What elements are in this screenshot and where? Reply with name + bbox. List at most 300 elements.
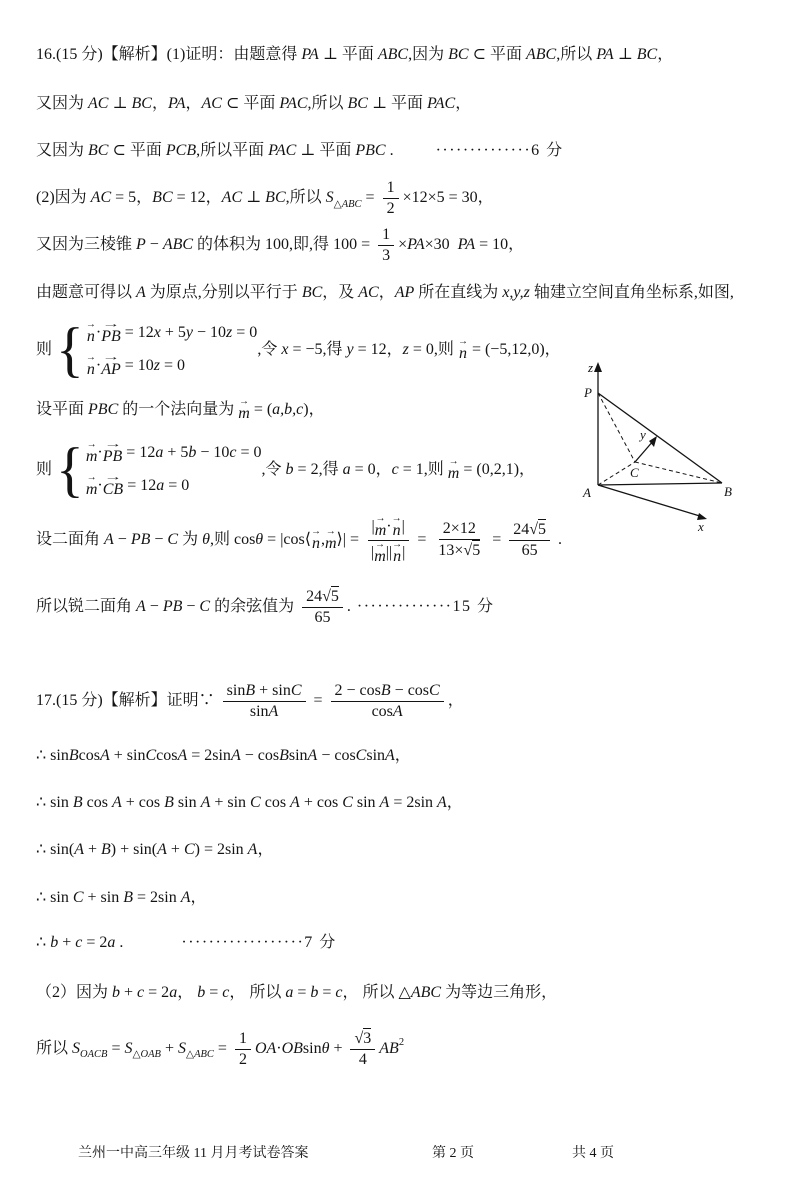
seg-f: = 1 xyxy=(398,460,424,478)
seg-m: C xyxy=(250,794,261,811)
figure-tetrahedron-pabc xyxy=(578,356,743,536)
q16-line-proof-3 xyxy=(36,141,564,162)
seg-frac xyxy=(367,515,409,566)
fraction-numerator xyxy=(235,1029,251,1050)
seg-m: A xyxy=(99,747,110,764)
seg-m: A xyxy=(180,889,191,906)
seg-f: = 2sin xyxy=(187,747,231,764)
seg-f: . xyxy=(115,934,124,951)
seg-cn: ， xyxy=(136,189,153,207)
seg-cn: 平面 xyxy=(391,95,428,112)
vector-arrow-icon: → xyxy=(85,352,96,363)
seg-f: cos xyxy=(156,747,178,764)
seg-f: = 0 xyxy=(232,324,258,342)
seg-f: + sin xyxy=(83,889,124,906)
fraction-denominator xyxy=(368,702,407,722)
label-z-axis: z xyxy=(588,360,594,375)
vector-arrow-icon: → xyxy=(103,439,122,451)
seg-m: OB xyxy=(281,1039,303,1057)
seg-f: = 12 xyxy=(123,477,157,494)
seg-frac xyxy=(223,681,306,722)
seg-m: A xyxy=(104,530,114,548)
seg-f: + 5 xyxy=(160,324,186,342)
seg-cn: ， xyxy=(544,340,561,358)
seg-m: y xyxy=(185,324,194,342)
seg-f: + sin xyxy=(255,682,291,699)
seg-m: A xyxy=(268,703,279,720)
system-brace: { xyxy=(56,435,84,504)
system-row xyxy=(86,441,262,466)
seg-cn: ,则 xyxy=(423,460,448,478)
vector-arrow-icon: → xyxy=(101,352,120,363)
seg-m: C xyxy=(429,682,440,699)
seg-cn: 又因为三棱锥 xyxy=(36,236,137,254)
seg-f: = xyxy=(213,1039,231,1057)
seg-f: = 2 xyxy=(144,984,170,1001)
seg-cn: ， xyxy=(519,460,536,478)
seg-cn: ， xyxy=(447,692,464,710)
seg-f: − cos xyxy=(317,747,356,764)
seg-m: A xyxy=(200,794,211,811)
seg-sub: △OAB xyxy=(132,1049,161,1061)
seg-f: = xyxy=(309,692,327,710)
fraction-numerator xyxy=(509,519,550,541)
seg-f: sin xyxy=(302,1039,322,1057)
vector-letters: n xyxy=(392,522,401,539)
seg-vec xyxy=(103,474,123,499)
q17-line-step-2 xyxy=(36,793,463,814)
seg-cn: 平面 xyxy=(319,142,356,159)
vector-arrow-icon: → xyxy=(325,525,336,537)
seg-m: OA xyxy=(254,1039,277,1057)
q16-line-area xyxy=(36,178,494,219)
seg-f: ⟩| = xyxy=(336,530,363,548)
label-y-axis: y xyxy=(640,427,646,442)
seg-cn: 由题意可得以 xyxy=(36,284,137,301)
seg-m: AC xyxy=(201,95,222,112)
seg-m: S xyxy=(178,1039,186,1057)
seg-m: x xyxy=(281,340,289,358)
seg-f: = (0,2,1) xyxy=(459,460,520,478)
seg-m: c xyxy=(391,460,399,478)
seg-f: · xyxy=(95,357,102,374)
seg-m: ABC xyxy=(377,46,409,63)
seg-m: S xyxy=(124,1039,133,1057)
seg-cn: ， xyxy=(446,794,463,811)
seg-f: sin xyxy=(366,747,386,764)
vector-letters: PB xyxy=(101,328,121,346)
seg-f: = −5 xyxy=(288,340,323,358)
seg-f: ⊥ xyxy=(108,95,132,112)
seg-cn: (2)因为 xyxy=(36,189,91,207)
seg-f: + sin xyxy=(109,747,146,764)
seg-f: . xyxy=(385,142,394,159)
seg-f: sin xyxy=(226,682,246,699)
seg-cn: 为原点,分别以平行于 xyxy=(145,284,302,301)
edge-cb-dashed xyxy=(635,462,722,483)
seg-cn: 的余弦值为 xyxy=(210,597,299,615)
seg-f: ∴ sin xyxy=(36,794,73,811)
seg-m: C xyxy=(183,841,195,858)
seg-sub: △ABC xyxy=(333,198,362,210)
seg-frac xyxy=(331,681,444,722)
seg-f: + cos xyxy=(299,794,343,811)
q16-line-normal-m xyxy=(36,398,325,423)
seg-m: A xyxy=(136,284,146,301)
seg-cn: ，及 xyxy=(322,284,359,301)
seg-f: 2 − cos xyxy=(334,682,381,699)
seg-f: + cos xyxy=(121,794,165,811)
vector-letters: m xyxy=(85,481,98,498)
seg-cn: 则 xyxy=(36,460,57,478)
vector-letters: m xyxy=(85,448,98,466)
seg-m: B xyxy=(123,889,134,906)
vector-letters: n xyxy=(86,328,95,346)
seg-m: θ xyxy=(321,1039,330,1057)
seg-f: − 10 xyxy=(193,324,227,342)
seg-f: sin xyxy=(249,703,269,720)
seg-m: a xyxy=(107,934,116,951)
seg-m: z xyxy=(402,340,409,358)
seg-m: b xyxy=(197,984,206,1001)
seg-cn: ,则 xyxy=(209,530,234,548)
fraction-numerator xyxy=(302,586,343,608)
seg-vec xyxy=(86,441,98,466)
fraction-denominator xyxy=(378,246,394,266)
seg-f: = ( xyxy=(249,401,273,418)
seg-m: A xyxy=(230,747,241,764)
seg-vec xyxy=(375,515,387,540)
seg-f: ) xyxy=(303,401,309,418)
seg-m: C xyxy=(355,747,367,764)
seg-m: c xyxy=(75,934,83,951)
vector-arrow-icon: → xyxy=(457,335,468,347)
seg-cn: ,得 xyxy=(322,340,347,358)
seg-f: = 10 xyxy=(475,236,509,254)
seg-cn: ,则 xyxy=(433,340,458,358)
seg-cn: 平面 xyxy=(341,46,378,63)
seg-vec xyxy=(310,525,321,553)
seg-f: √ xyxy=(354,1029,364,1047)
seg-cn: （2）因为 xyxy=(36,984,113,1001)
seg-cn: ， xyxy=(177,984,198,1001)
system-rows xyxy=(86,321,257,379)
system-brace: { xyxy=(56,315,84,384)
seg-f: ⊥ xyxy=(367,95,392,112)
seg-m: AP xyxy=(394,284,415,301)
seg-f: cos xyxy=(371,703,393,720)
fraction-numerator xyxy=(439,519,480,540)
seg-m: PB xyxy=(162,597,183,615)
seg-frac xyxy=(509,519,550,561)
seg-f: = xyxy=(361,189,379,207)
seg-vec xyxy=(392,538,403,566)
seg-m: B xyxy=(101,841,111,858)
seg-m: AC xyxy=(88,95,109,112)
seg-m: A xyxy=(136,597,146,615)
footer-page-number: 第 2 页 xyxy=(432,1146,474,1161)
seg-m: a xyxy=(285,984,294,1001)
seg-m: PB xyxy=(130,530,151,548)
q16-line-conclusion xyxy=(36,586,494,628)
seg-cn: ， xyxy=(394,747,411,764)
label-x-axis: x xyxy=(698,519,704,534)
seg-m: PCB xyxy=(165,142,197,159)
seg-f: 1 xyxy=(238,1029,247,1047)
q16-line-system-n xyxy=(36,315,561,384)
seg-f: = 0 xyxy=(164,477,190,494)
seg-f: = xyxy=(205,984,223,1001)
seg-m: C xyxy=(145,747,157,764)
seg-f: sin xyxy=(352,794,380,811)
system-row xyxy=(86,321,257,346)
seg-cn: ,因为 xyxy=(408,46,449,63)
seg-f: ×30 xyxy=(424,236,458,254)
seg-m: BC xyxy=(131,95,152,112)
seg-f: ∴ xyxy=(36,934,51,951)
vector-letters: m xyxy=(238,405,250,422)
seg-f: = 2sin xyxy=(133,889,181,906)
label-vertex-p: P xyxy=(584,385,592,400)
vector-arrow-icon: → xyxy=(101,319,120,331)
seg-m: PA xyxy=(407,236,425,254)
seg-f: = xyxy=(318,984,336,1001)
seg-vec xyxy=(86,354,96,379)
seg-m: PAC xyxy=(427,95,456,112)
seg-f: − cos xyxy=(390,682,430,699)
seg-f: 13×√ xyxy=(438,541,473,559)
seg-cn: ,得 xyxy=(318,460,343,478)
seg-m: PAC xyxy=(279,95,308,112)
seg-cn: ,所以 xyxy=(556,46,597,63)
vector-arrow-icon: → xyxy=(86,472,97,483)
seg-vec xyxy=(86,321,96,346)
seg-cn: ,所以 xyxy=(307,95,348,112)
seg-cn: ， xyxy=(386,340,403,358)
vector-letters: CB xyxy=(102,481,124,498)
seg-rad: 5 xyxy=(330,588,339,605)
seg-cn: 所以锐二面角 xyxy=(36,597,137,615)
seg-f: ⊂ xyxy=(221,95,244,112)
seg-m: a xyxy=(169,984,178,1001)
seg-f: 65 xyxy=(521,542,538,560)
seg-f: 1 xyxy=(386,179,395,196)
seg-m: A xyxy=(307,747,318,764)
seg-cn: 又因为 xyxy=(36,142,89,159)
seg-m: C xyxy=(72,889,84,906)
seg-vec xyxy=(457,335,468,363)
seg-cn: 为 xyxy=(178,530,203,548)
vector-letters: m xyxy=(447,464,460,482)
seg-frac xyxy=(302,586,343,628)
seg-cn: ， xyxy=(185,95,202,112)
seg-sys xyxy=(56,315,258,384)
seg-f: = 12 xyxy=(172,189,206,207)
footer-page-total: 共 4 页 xyxy=(572,1146,614,1161)
seg-cn: ,所以 xyxy=(285,189,326,207)
seg-f: = 0 xyxy=(408,340,434,358)
seg-f: + xyxy=(160,1039,178,1057)
vector-arrow-icon: → xyxy=(374,538,385,550)
seg-m: PBC xyxy=(88,401,119,418)
seg-vec xyxy=(392,515,402,540)
seg-cn: ， xyxy=(477,189,494,207)
seg-cn: ， xyxy=(455,95,472,112)
label-vertex-a: A xyxy=(583,485,591,500)
seg-m: A xyxy=(157,841,167,858)
q16-line-coord-setup xyxy=(36,283,734,304)
seg-f: = xyxy=(413,530,431,548)
seg-cn: 平面 xyxy=(243,95,280,112)
seg-f: 2 xyxy=(386,200,395,217)
q17-line-step-4 xyxy=(36,888,207,909)
vector-letters: n xyxy=(311,534,320,552)
seg-sub: △ABC xyxy=(186,1049,214,1061)
vector-letters: m xyxy=(374,547,386,565)
seg-f: 24√ xyxy=(306,587,331,605)
seg-f: = 2 xyxy=(293,460,319,478)
seg-f: || xyxy=(385,544,393,562)
seg-vec xyxy=(86,474,98,499)
seg-f: · xyxy=(97,477,103,494)
seg-f: − cos xyxy=(240,747,280,764)
seg-f: + xyxy=(120,984,138,1001)
seg-f: ⊥ xyxy=(296,142,320,159)
seg-m: A xyxy=(74,841,84,858)
seg-f: ×12×5 = 30 xyxy=(402,189,478,207)
seg-m: θ xyxy=(202,530,210,548)
seg-frac xyxy=(378,225,394,266)
seg-f: − xyxy=(113,530,131,548)
seg-cn: 17.(15 分)【解析】证明∵ xyxy=(36,692,219,710)
fraction-denominator xyxy=(383,199,399,219)
seg-f: = 12 xyxy=(122,444,156,462)
seg-m: ABC xyxy=(162,236,194,254)
fraction-denominator xyxy=(367,538,409,566)
seg-cn: 为等边三角形， xyxy=(441,984,558,1001)
seg-m: z xyxy=(226,324,233,342)
seg-f: + xyxy=(58,934,76,951)
seg-m: A xyxy=(379,794,390,811)
system-row xyxy=(86,474,262,499)
vector-arrow-icon: → xyxy=(239,396,250,407)
seg-sys xyxy=(56,435,262,504)
fraction-numerator xyxy=(383,178,399,199)
seg-m: b xyxy=(50,934,59,951)
seg-f: × xyxy=(398,236,408,254)
seg-m: AB xyxy=(379,1039,399,1057)
seg-f: cos xyxy=(233,530,256,548)
seg-f: = 5 xyxy=(111,189,137,207)
seg-sup: 2 xyxy=(398,1037,405,1049)
seg-f: ∴ sin( xyxy=(36,841,75,858)
seg-m: A xyxy=(385,747,395,764)
seg-vec xyxy=(101,354,121,379)
seg-f: − xyxy=(182,597,200,615)
seg-f: = xyxy=(293,984,311,1001)
seg-m: a,b,c xyxy=(272,401,304,418)
edge-ab xyxy=(598,483,722,485)
seg-f: cos xyxy=(82,794,112,811)
seg-cn: ， xyxy=(508,236,525,254)
seg-m: PBC xyxy=(355,142,386,159)
seg-cn: 又因为 xyxy=(36,95,89,112)
seg-f: − 10 xyxy=(196,444,230,462)
seg-m: B xyxy=(68,747,79,764)
seg-f: · xyxy=(276,1039,282,1057)
seg-frac xyxy=(383,178,399,219)
seg-cn: ,所以平面 xyxy=(196,142,269,159)
seg-m: BC xyxy=(265,189,286,207)
seg-f: · xyxy=(95,324,102,342)
seg-m: b xyxy=(310,984,319,1001)
vector-letters: PB xyxy=(102,448,123,466)
seg-m: AC xyxy=(358,284,379,301)
seg-cn: ， xyxy=(378,284,395,301)
seg-m: C xyxy=(290,682,302,699)
system-rows xyxy=(86,441,262,499)
seg-m: ABC xyxy=(410,984,442,1001)
seg-m: BC xyxy=(152,189,173,207)
seg-m: x,y,z xyxy=(502,284,530,301)
seg-vec xyxy=(447,455,460,483)
fraction-denominator xyxy=(355,1050,371,1070)
seg-f: . xyxy=(554,530,563,548)
x-axis xyxy=(598,485,703,517)
seg-m: P xyxy=(136,236,146,254)
seg-cn: 16.(15 分)【解析】(1)证明：由题意得 xyxy=(36,46,302,63)
seg-sub: OACB xyxy=(80,1049,108,1061)
q16-line-proof-1 xyxy=(36,45,673,66)
q16-line-proof-2 xyxy=(36,94,471,115)
footer-document-title: 兰州一中高三年级 11 月月考试卷答案 xyxy=(78,1146,309,1161)
seg-f: − xyxy=(150,530,168,548)
seg-m: B xyxy=(164,794,174,811)
q17-line-area-formula xyxy=(36,1028,404,1070)
vector-arrow-icon: → xyxy=(103,472,122,483)
vector-arrow-icon: → xyxy=(86,439,97,451)
seg-f: ∴ sin xyxy=(36,747,69,764)
seg-m: A xyxy=(177,747,188,764)
seg-m: BC xyxy=(448,46,469,63)
seg-f: · xyxy=(386,518,392,536)
seg-f: 100 = xyxy=(333,236,375,254)
seg-cn: 的一个法向量为 xyxy=(118,401,239,418)
vector-arrow-icon: → xyxy=(392,538,403,550)
vector-arrow-icon: → xyxy=(391,513,402,524)
fraction-numerator xyxy=(223,681,306,702)
vector-letters: n xyxy=(86,361,95,378)
seg-m: B xyxy=(245,682,256,699)
seg-m: BC xyxy=(301,284,323,301)
seg-m: b xyxy=(112,984,121,1001)
seg-m: y xyxy=(346,340,354,358)
seg-f: = 12 xyxy=(353,340,387,358)
seg-cn: ， 所以 xyxy=(229,984,286,1001)
seg-m: S xyxy=(325,189,334,207)
seg-f: 3 xyxy=(382,247,391,264)
seg-f: 2×12 xyxy=(442,520,476,538)
seg-f: , xyxy=(320,530,325,548)
seg-f: = 0 xyxy=(236,444,262,462)
seg-m: A xyxy=(392,703,403,720)
edge-pb xyxy=(598,393,722,483)
seg-m: BC xyxy=(347,95,368,112)
seg-f: − xyxy=(145,236,163,254)
seg-f: + xyxy=(83,841,101,858)
seg-vec xyxy=(324,525,337,553)
seg-m: B xyxy=(279,747,289,764)
